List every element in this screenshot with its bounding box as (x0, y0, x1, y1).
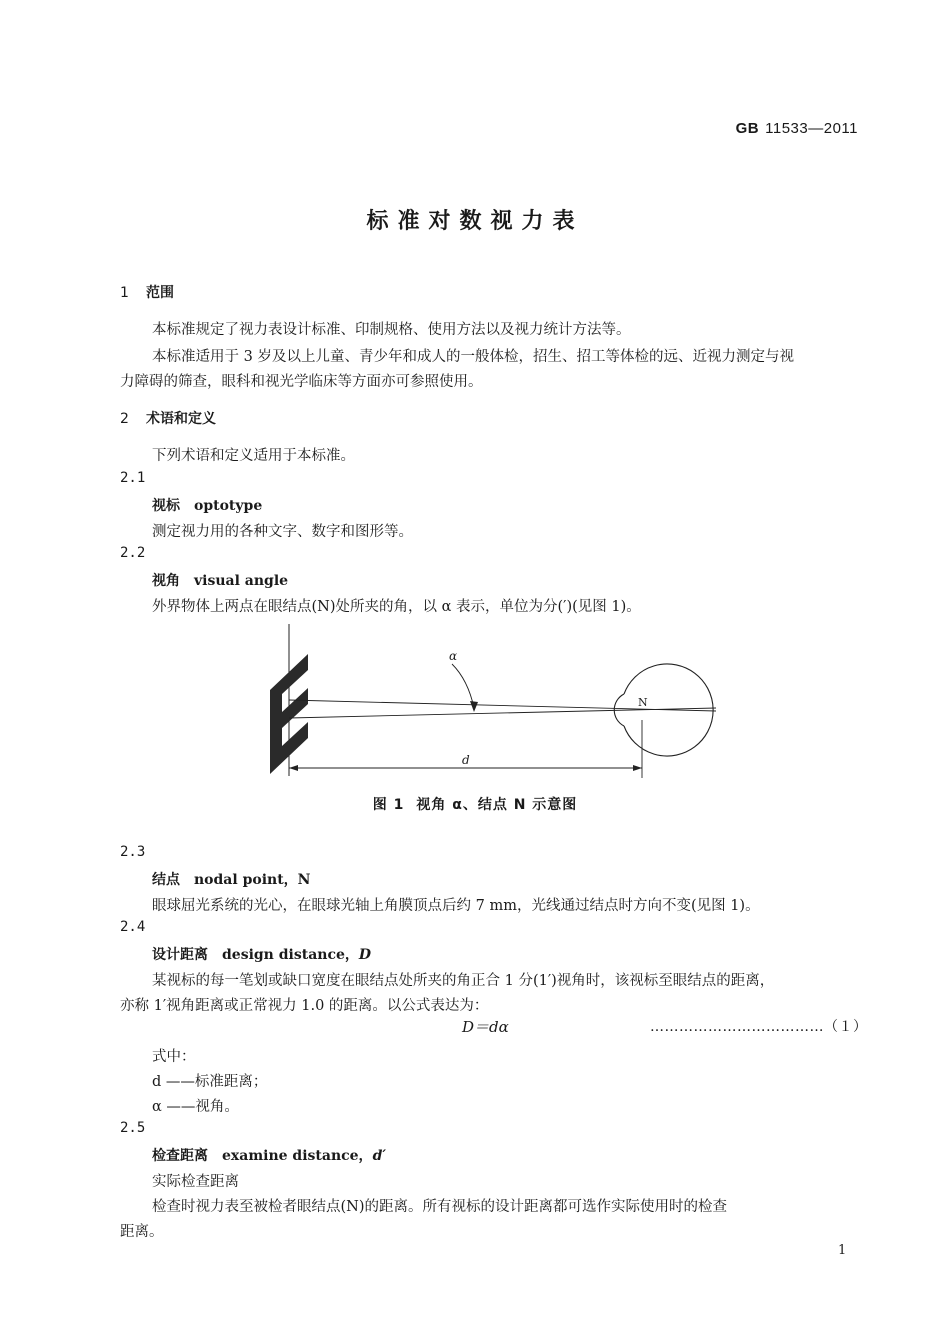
section-1-paragraph-2-line-2: 力障碍的筛查，眼科和视光学临床等方面亦可参照使用。 (120, 374, 483, 390)
term-examine-distance-subtitle: 实际检查距离 (152, 1174, 239, 1190)
term-nodal-point: 结点 nodal point，N (152, 872, 311, 888)
standard-number: 11533—2011 (765, 120, 858, 137)
ray-lower (289, 708, 716, 718)
term-design-distance: 设计距离 design distance，D (152, 947, 372, 963)
term-optotype-definition: 测定视力用的各种文字、数字和图形等。 (152, 524, 413, 540)
term-nodal-point-definition: 眼球屈光系统的光心，在眼球光轴上角膜顶点后约 7 mm，光线通过结点时方向不变(见图 1)。 (152, 898, 760, 914)
term-design-distance-definition-line-1: 某视标的每一笔划或缺口宽度在眼结点处所夹的角正合 1 分(1′)视角时，该视标至眼结点的距离， (152, 973, 775, 989)
standard-code: GB 11533—2011 (735, 120, 858, 137)
page-title: 标准对数视力表 (366, 209, 584, 234)
clause-2-3-number: 2.3 (120, 844, 146, 860)
alpha-label: α (449, 649, 458, 663)
term-design-distance-definition-line-2: 亦称 1′视角距离或正常视力 1.0 的距离。以公式表达为： (120, 998, 489, 1014)
section-2-heading: 2 术语和定义 (120, 411, 216, 427)
where-label: 式中： (152, 1049, 196, 1065)
figure-1-caption: 图 1 视角 α、结点 N 示意图 (372, 797, 578, 813)
where-d: d ——标准距离； (152, 1074, 268, 1090)
distance-arrow-left (289, 765, 298, 771)
optotype-e-icon (270, 654, 308, 774)
term-examine-distance: 检查距离 examine distance，d′ (152, 1148, 387, 1164)
term-optotype: 视标 optotype (152, 498, 263, 514)
section-2-paragraph-1: 下列术语和定义适用于本标准。 (152, 448, 355, 464)
formula-1: D＝dα (462, 1018, 509, 1036)
formula-1-number: ………………………………（１） (650, 1019, 868, 1035)
term-visual-angle-definition: 外界物体上两点在眼结点(N)处所夹的角，以 α 表示，单位为分(′)(见图 1)。 (152, 599, 641, 615)
node-label: N (638, 696, 648, 709)
section-1-paragraph-2-line-1: 本标准适用于 3 岁及以上儿童、青少年和成人的一般体检，招生、招工等体检的远、近视力测定与视 (152, 349, 794, 365)
term-examine-distance-definition-line-1: 检查时视力表至被检者眼结点(N)的距离。所有视标的设计距离都可选作实际使用时的检查 (152, 1199, 727, 1215)
section-1-heading: 1 范围 (120, 285, 174, 301)
alpha-arrowhead (470, 701, 478, 712)
term-visual-angle: 视角 visual angle (152, 573, 289, 589)
term-examine-distance-definition-line-2: 距离。 (120, 1224, 164, 1240)
distance-label: d (462, 753, 470, 767)
clause-2-2-number: 2.2 (120, 545, 146, 561)
clause-2-5-number: 2.5 (120, 1120, 146, 1136)
page-number: 1 (838, 1243, 847, 1258)
clause-2-4-number: 2.4 (120, 919, 146, 935)
distance-arrow-right (633, 765, 642, 771)
clause-2-1-number: 2.1 (120, 470, 146, 486)
where-alpha: α ——视角。 (152, 1099, 239, 1115)
section-1-paragraph-1: 本标准规定了视力表设计标准、印制规格、使用方法以及视力统计方法等。 (152, 322, 631, 338)
